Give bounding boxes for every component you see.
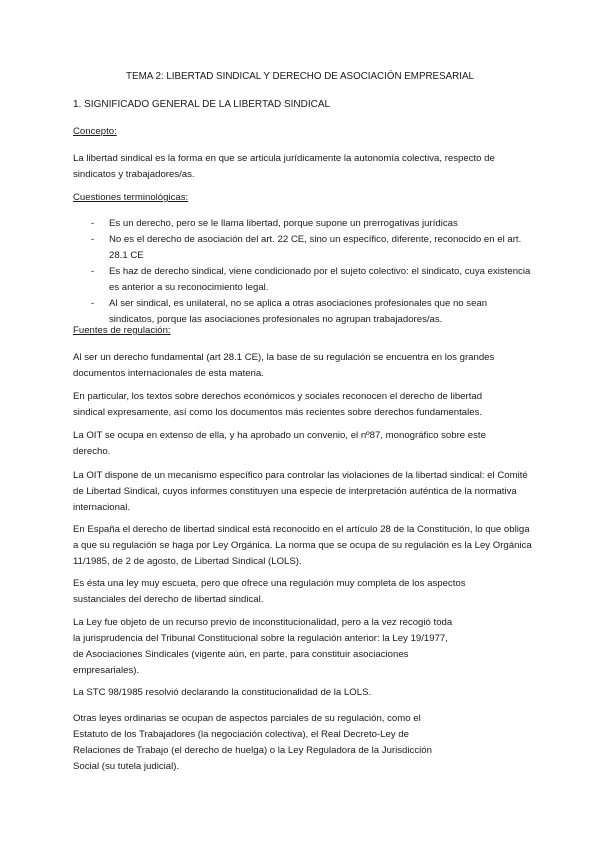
concepto-paragraph: La libertad sindical es la forma en que se articula jurídicamente la autonomía colectiva, respecto de sindicatos y trabajadores/as. [73, 153, 495, 180]
fuentes-paragraph: En España el derecho de libertad sindical está reconocido en el artículo 28 de la Constitución, lo que obliga a que su regulación se haga por Ley Orgánica. La norma que se ocupa de su regulación es la Ley Orgánica 11/1985, de 2 de agosto, de Libertad Sindical (LOLS). [73, 524, 532, 567]
list-item-text: Al ser sindical, es unilateral, no se aplica a otras asociaciones profesionales que no sean sindicatos, porque las asociaciones profesionales no agrupan trabajadores/as. [109, 298, 488, 325]
list-item [73, 232, 533, 264]
cuestiones-list [73, 216, 533, 328]
fuentes-paragraph: Es ésta una ley muy escueta, pero que ofrece una regulación muy completa de los aspectos sustanciales del derecho de libertad sindical. [73, 578, 466, 605]
concepto-heading-text: Concepto: [73, 126, 117, 137]
list-item [73, 264, 533, 296]
dash-bullet-icon: - [91, 298, 95, 309]
fuentes-heading-text: Fuentes de regulación: [73, 325, 171, 336]
cuestiones-heading-text: Cuestiones terminológicas: [73, 192, 189, 203]
dash-bullet-icon: - [91, 218, 95, 229]
fuentes-paragraph: La OIT se ocupa en extenso de ella, y ha aprobado un convenio, el nº87, monográfico sobre este derecho. [73, 430, 486, 457]
fuentes-paragraph: La OIT dispone de un mecanismo específico para controlar las violaciones de la libertad sindical: el Comité de Libertad Sindical, cuyos informes constituyen una especie de interpretación auténtica de la normativa internacional. [73, 470, 528, 513]
fuentes-paragraph: La Ley fue objeto de un recurso previo de inconstitucionalidad, pero a la vez recogió toda la jurisprudencia del Tribunal Constitucional sobre la regulación anterior: la Ley 19/1977, de Asociaciones Sindicales (vigente aún, en parte, para constituir asociaciones empresariales). [73, 617, 453, 676]
list-item-text: Es un derecho, pero se le llama libertad, porque supone un prerrogativas jurídicas [109, 218, 458, 229]
list-item [73, 216, 533, 232]
fuentes-paragraph: La STC 98/1985 resolvió declarando la constitucionalidad de la LOLS. [73, 687, 372, 698]
list-item-text: Es haz de derecho sindical, viene condicionado por el sujeto colectivo: el sindicato, cuya existencia es anterior a su reconocimiento legal. [109, 266, 531, 293]
fuentes-paragraph: Otras leyes ordinarias se ocupan de aspectos parciales de su regulación, como el Estatuto de los Trabajadores (la negociación colectiva), el Real Decreto-Ley de Relaciones de Trabajo (el derecho de huelga) o la Ley Reguladora de la Jurisdicción Social (su tutela judicial). [73, 713, 432, 772]
dash-bullet-icon: - [91, 266, 95, 277]
document-title: TEMA 2: LIBERTAD SINDICAL Y DERECHO DE ASOCIACIÓN EMPRESARIAL [126, 71, 474, 82]
section-heading: 1. SIGNIFICADO GENERAL DE LA LIBERTAD SINDICAL [73, 99, 331, 110]
concepto-heading [73, 124, 533, 140]
dash-bullet-icon: - [91, 234, 95, 245]
fuentes-paragraph: Al ser un derecho fundamental (art 28.1 CE), la base de su regulación se encuentra en los grandes documentos internacionales de esta materia. [73, 352, 495, 379]
list-item-text: No es el derecho de asociación del art. 22 CE, sino un específico, diferente, reconocido en el art. 28.1 CE [109, 234, 522, 261]
fuentes-paragraph: En particular, los textos sobre derechos económicos y sociales reconocen el derecho de libertad sindical expresamente, así como los documentos más recientes sobre derechos fundamentales. [73, 391, 483, 418]
cuestiones-heading [73, 190, 533, 206]
fuentes-heading [73, 323, 533, 339]
